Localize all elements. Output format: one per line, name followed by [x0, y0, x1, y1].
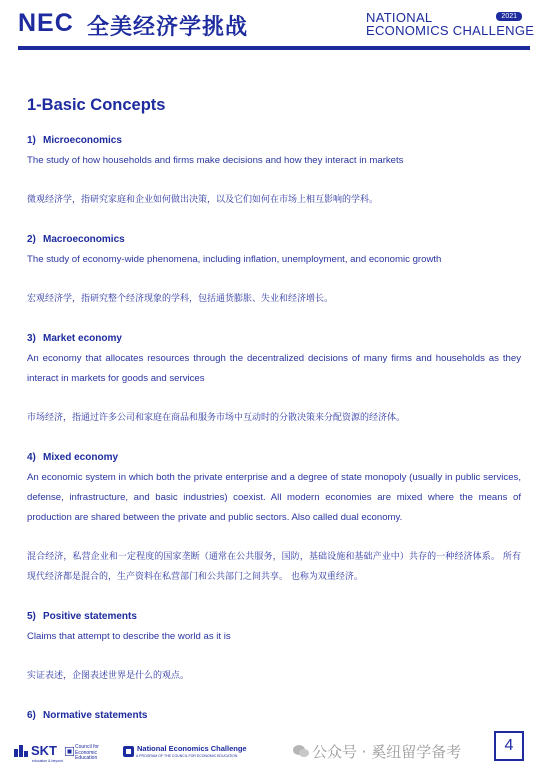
- cee-logo-icon: [65, 747, 74, 756]
- nec-footer-tagline: A PROGRAM OF THE COUNCIL FOR ECONOMIC EDUCATION: [136, 754, 238, 758]
- concept-item-1: [27, 131, 521, 230]
- term-number: 3): [27, 333, 36, 344]
- skt-logo: SKT: [31, 743, 57, 758]
- term-name: Macroeconomics: [43, 234, 125, 245]
- term-heading: [27, 607, 521, 627]
- watermark: 公众号 · 奚纽留学备考: [312, 743, 462, 761]
- term-name: Microeconomics: [43, 135, 122, 146]
- chinese-definition: 宏观经济学，指研究整个经济现象的学科，包括通货膨胀、失业和经济增长。: [27, 294, 334, 304]
- concept-item-6: [27, 706, 521, 726]
- term-heading: [27, 329, 521, 349]
- nec-footer-logo-icon: [123, 746, 134, 757]
- nec-logo: NEC: [18, 9, 74, 37]
- term-number: 6): [27, 710, 36, 721]
- term-heading: [27, 230, 521, 250]
- english-definition: An economic system in which both the private enterprise and a degree of state monopoly (usually in public services, defense, infrastructure, and basic industries) coexist. All modern economies are mixed where the means of production are shared between the private and public sectors. Also called dual economy.: [27, 472, 521, 523]
- cee-logo-text: Council for Economic Education: [75, 744, 99, 761]
- section-title: 1-Basic Concepts: [27, 96, 166, 114]
- term-number: 4): [27, 452, 36, 463]
- wordmark-line2: ECONOMICS CHALLENGE: [366, 23, 535, 38]
- wechat-icon: [293, 744, 309, 758]
- year-badge: 2021: [496, 12, 522, 21]
- term-heading: [27, 448, 521, 468]
- concept-item-5: [27, 607, 521, 706]
- skt-logo-icon: [14, 745, 28, 757]
- skt-tagline: education & beyond: [32, 759, 63, 763]
- page-footer: [0, 735, 548, 780]
- concept-item-3: [27, 329, 521, 448]
- term-name: Mixed economy: [43, 452, 119, 463]
- chinese-definition: 微观经济学，指研究家庭和企业如何做出决策，以及它们如何在市场上相互影响的学科。: [27, 195, 379, 205]
- chinese-definition: 市场经济，指通过许多公司和家庭在商品和服务市场中互动时的分散决策来分配资源的经济体。: [27, 413, 406, 423]
- concept-item-2: [27, 230, 521, 329]
- english-definition: The study of how households and firms make decisions and how they interact in markets: [27, 155, 404, 166]
- concept-item-4: [27, 448, 521, 607]
- header-rule: [18, 46, 530, 50]
- page-header: [0, 0, 548, 56]
- term-name: Market economy: [43, 333, 122, 344]
- english-definition: An economy that allocates resources through the decentralized decisions of many firms and households as they interact in markets for goods and services: [27, 353, 521, 384]
- term-number: 1): [27, 135, 36, 146]
- challenge-wordmark: [358, 10, 535, 40]
- english-definition: Claims that attempt to describe the world as it is: [27, 631, 231, 642]
- page-number: 4: [494, 731, 524, 761]
- nec-footer-logo: National Economics Challenge: [137, 744, 247, 753]
- term-heading: [27, 706, 521, 726]
- term-number: 2): [27, 234, 36, 245]
- term-name: Normative statements: [43, 710, 148, 721]
- term-heading: [27, 131, 521, 151]
- term-number: 5): [27, 611, 36, 622]
- nec-logo-chinese: 全美经济学挑战: [87, 15, 249, 40]
- document-body: [27, 96, 521, 726]
- term-name: Positive statements: [43, 611, 137, 622]
- wordmark-line1: NATIONAL: [366, 10, 433, 25]
- chinese-definition: 实证表述，企图表述世界是什么的观点。: [27, 671, 190, 681]
- english-definition: The study of economy-wide phenomena, including inflation, unemployment, and economic growth: [27, 254, 442, 265]
- chinese-definition: 混合经济，私营企业和一定程度的国家垄断（通常在公共服务，国防，基础设施和基础产业中）共存的一种经济体系。 所有现代经济都是混合的，生产资料在私营部门和公共部门之间共享。 也称为双重经济。: [27, 552, 521, 582]
